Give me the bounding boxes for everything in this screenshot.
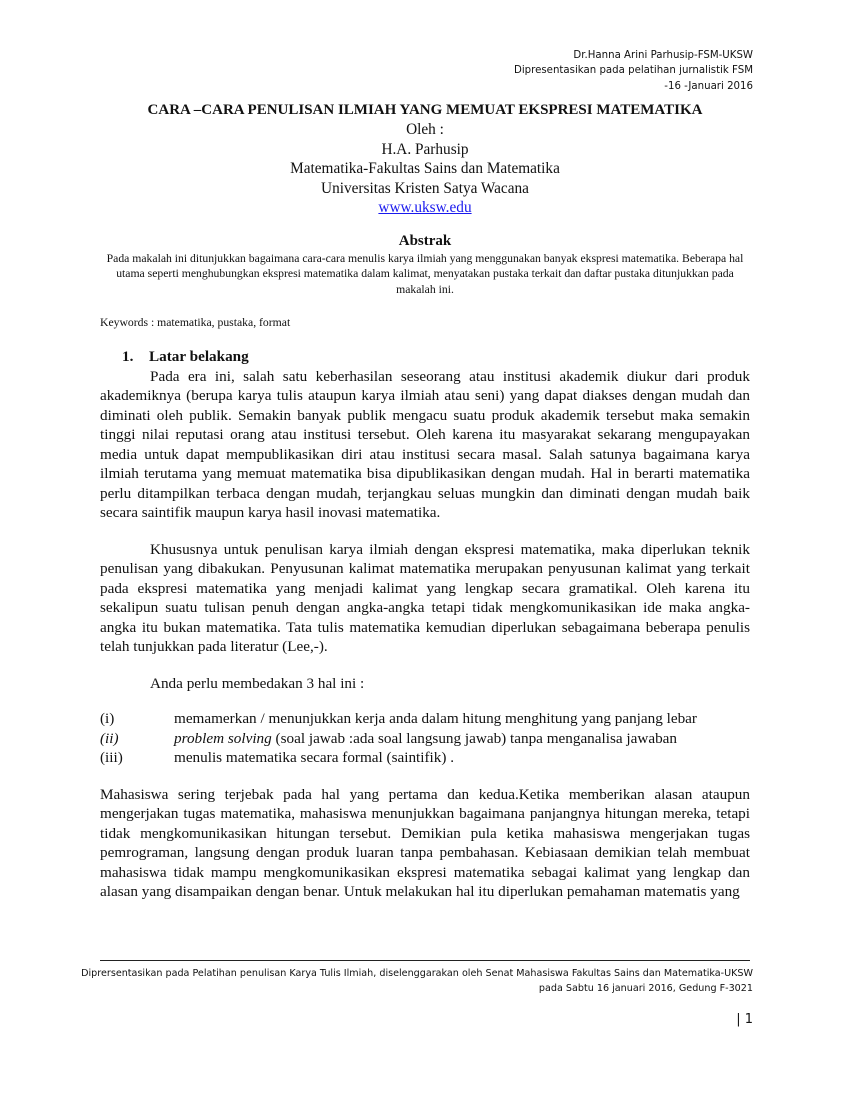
author-name: H.A. Parhusip — [381, 140, 469, 158]
list-item — [100, 709, 750, 729]
list-marker: (i) — [100, 710, 115, 727]
list-marker: (iii) — [100, 749, 123, 766]
list-item — [100, 748, 750, 768]
list-item — [100, 729, 750, 749]
paragraph: Mahasiswa sering terjebak pada hal yang pertama dan kedua.Ketika memberikan alasan ataupun mengerjakan tugas matematika, mahasiswa menunjukkan bagaimana panjangnya hitungan mereka, tetapi tidak mengkomunikasikan hitungan tersebut. Demikian pula ketika mahasiswa mengerjakan tugas pemrograman, langsung dengan produk luaran tanpa pembahasan. Kebiasaan demikian telah membuat mahasiswa tidak mampu mengkomunikasikan ekspresi matematika sebagai kalimat yang lengkap dan alasan yang disampaikan dengan benar. Untuk melakukan hal itu diperlukan pemahaman matematis yang — [100, 785, 750, 900]
footer-divider — [100, 960, 750, 961]
list-item-italic-term: problem solving — [174, 729, 272, 747]
list-item-text: menulis matematika secara formal (saintifik) . — [174, 749, 455, 766]
enumerated-list — [100, 709, 750, 768]
paragraph: Khususnya untuk penulisan karya ilmiah dengan ekspresi matematika, maka diperlukan teknik penulisan yang dibakukan. Penyusunan kalimat matematika merupakan penyusunan kalimat yang terkait pada ekspresi matematika yang menjadi kalimat yang lengkap secara gramatikal. Oleh karena itu sekalipun suatu tulisan penuh dengan angka-angka tetapi tidak mengkomunikasikan ide maka angka-angka itu bukan matematika. Tata tulis matematika kemudian diperlukan sebagaimana beberapa penulis telah tunjukkan pada literatur (Lee,-). — [100, 540, 750, 655]
header-author-line: Dr.Hanna Arini Parhusip-FSM-UKSW — [573, 50, 753, 61]
page-footer — [81, 966, 753, 996]
abstract-text: Pada makalah ini ditunjukkan bagaimana cara-cara menulis karya ilmiah yang menggunakan banyak ekspresi matematika. Beberapa hal utama seperti menghubungkan ekspresi matematika dalam kalimat, menyatakan pustaka terkait dan daftar pustaka ditunjukkan pada makalah ini. — [106, 252, 744, 296]
section-title: Latar belakang — [149, 348, 249, 365]
paragraph: Anda perlu membedakan 3 hal ini : — [150, 674, 365, 692]
keywords: Keywords : matematika, pustaka, format — [100, 316, 291, 329]
section-number: 1. — [122, 348, 134, 365]
abstract-heading: Abstrak — [398, 233, 452, 249]
header-event-line: Dipresentasikan pada pelatihan jurnalistik FSM — [514, 65, 753, 77]
author-university: Universitas Kristen Satya Wacana — [321, 179, 529, 197]
page-header — [514, 48, 753, 94]
footer-date-line: pada Sabtu 16 januari 2016, Gedung F-3021 — [538, 983, 753, 994]
list-marker: (ii) — [100, 729, 119, 747]
page-number: | 1 — [736, 1012, 753, 1027]
paper-title: CARA –CARA PENULISAN ILMIAH YANG MEMUAT EKSPRESI MATEMATIKA — [147, 102, 703, 118]
byline-label: Oleh : — [406, 121, 444, 138]
header-date-line: -16 -Januari 2016 — [664, 80, 753, 92]
section-heading — [122, 347, 750, 367]
list-item-text: memamerkan / menunjukkan kerja anda dalam hitung menghitung yang panjang lebar — [174, 710, 697, 727]
author-department: Matematika-Fakultas Sains dan Matematika — [290, 160, 560, 177]
title-block — [100, 101, 750, 218]
paragraph: Pada era ini, salah satu keberhasilan seseorang atau institusi akademik diukur dari produk akademiknya (berupa karya tulis ataupun karya ilmiah atau seni) yang dapat diakses dengan mudah dan diminati oleh publik. Semakin banyak publik mengacu suatu produk akademik tersebut maka semakin tinggi nilai reputasi orang atau institusi tersebut. Oleh karena itu masyarakat sekarang mengupayakan media untuk dapat mempublikasikan diri atau institusi secara masal. Salah satunya bagaimana karya ilmiah terutama yang memuat matematika bisa dipublikasikan dengan mudah. Hal in berarti matematika perlu ditampilkan terbaca dengan mudah, terjangkau seluas mungkin dan diminati dengan mudah baik secara saintifik maupun karya hasil inovasi matematika. — [100, 367, 750, 521]
abstract-section — [100, 232, 750, 297]
university-link[interactable]: www.uksw.edu — [378, 199, 472, 216]
list-item-text: (soal jawab :ada soal langsung jawab) tanpa menganalisa jawaban — [271, 729, 678, 747]
section-latar-belakang — [100, 347, 750, 902]
footer-event-line: Diprersentasikan pada Pelatihan penulisan Karya Tulis Ilmiah, diselenggarakan oleh Senat Mahasiswa Fakultas Sains dan Matematika-UKSW — [81, 968, 753, 979]
